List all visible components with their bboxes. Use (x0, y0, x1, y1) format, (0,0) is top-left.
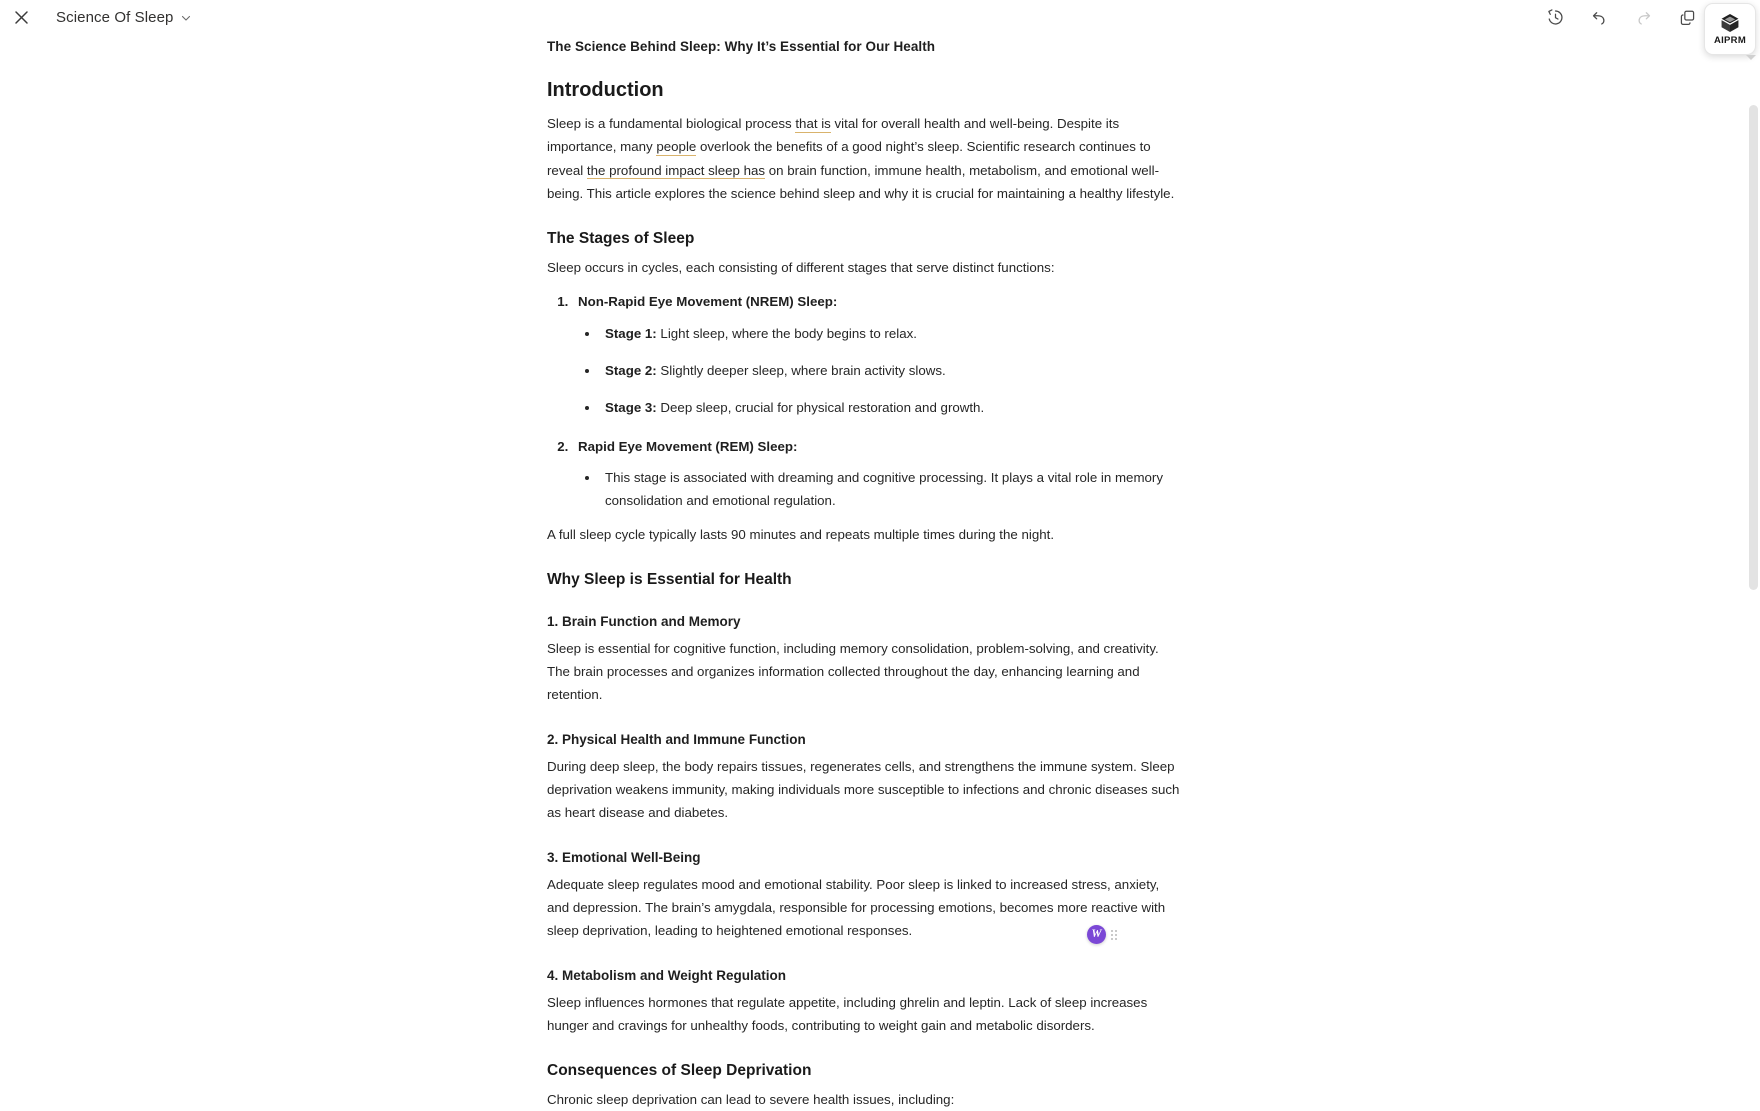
paragraph-emotional-wellbeing: Adequate sleep regulates mood and emotional stability. Poor sleep is linked to increased stress, anxiety, and depression. The brain’s amygdala, responsible for processing emotions, becomes more reactive with sleep deprivation, leading to heightened emotional responses. (547, 876, 1166, 939)
stage-text: Light sleep, where the body begins to relax. (656, 325, 917, 341)
paragraph-cycle-note: A full sleep cycle typically lasts 90 minutes and repeats multiple times during the night. (547, 526, 1055, 542)
undo-button[interactable] (1584, 3, 1614, 33)
stage-sublist (578, 322, 1185, 420)
copy-icon (1678, 8, 1697, 27)
paragraph-metabolism: Sleep influences hormones that regulate appetite, including ghrelin and leptin. Lack of sleep increases hunger and cravings for unhealthy foods, contributing to weight gain and metabolic disorders. (547, 994, 1148, 1033)
stage-text: Deep sleep, crucial for physical restoration and growth. (656, 400, 985, 416)
document-page[interactable] (547, 35, 1185, 1111)
intro-text-part1: Sleep is a fundamental biological process (547, 116, 796, 131)
aiprm-widget[interactable] (1704, 3, 1756, 55)
stage-label: Stage 3: (605, 400, 657, 416)
list-item (600, 466, 1185, 513)
list-item (600, 322, 1185, 345)
list-item (600, 359, 1185, 382)
stage-label: Stage 1: (605, 325, 657, 341)
duplicate-button[interactable] (1672, 3, 1702, 33)
intro-text-part4: on brain function, immune health, metabolism, and emotional well-being. This article explores the science behind sleep and why it is crucial for maintaining a healthy lifestyle. (547, 162, 1175, 201)
subsection-heading-2: 2. Physical Health and Immune Function (547, 731, 806, 747)
stage-text: Slightly deeper sleep, where brain activity slows. (656, 363, 946, 379)
intro-text-part3: overlook the benefits of a good night’s sleep. Scientific research continues to reveal (547, 139, 1151, 178)
grammar-flag-1[interactable]: that is (795, 116, 831, 131)
scrollbar-thumb[interactable] (1749, 105, 1758, 590)
paragraph-physical-health: During deep sleep, the body repairs tissues, regenerates cells, and strengthens the immune system. Sleep deprivation weakens immunity, making individuals more susceptible to infections and chronic diseases such as heart disease and diabetes. (547, 758, 1180, 821)
writing-assistant-badge (1087, 925, 1117, 944)
close-button[interactable] (4, 1, 38, 35)
subsection-heading-1: 1. Brain Function and Memory (547, 613, 741, 629)
grammar-flag-2[interactable]: people (656, 139, 697, 155)
list-item (572, 435, 1185, 513)
document-title: Science Of Sleep (56, 9, 174, 26)
paragraph-introduction (547, 112, 1185, 205)
drag-handle-icon[interactable] (1111, 930, 1117, 940)
vertical-scrollbar[interactable] (1746, 35, 1760, 991)
redo-icon (1634, 8, 1653, 27)
stage-label: Stage 2: (605, 363, 657, 379)
stage-sublist (578, 466, 1185, 513)
document-title-menu[interactable] (48, 5, 199, 30)
subsection-heading-3: 3. Emotional Well-Being (547, 849, 701, 865)
section-heading-consequences: Consequences of Sleep Deprivation (547, 1062, 812, 1080)
section-heading-stages: The Stages of Sleep (547, 230, 695, 248)
top-toolbar (0, 0, 1760, 46)
stages-list (547, 290, 1185, 512)
cube-icon (1719, 12, 1741, 34)
stage-group-title: Rapid Eye Movement (REM) Sleep: (578, 438, 798, 454)
writing-assistant-button[interactable] (1087, 925, 1106, 944)
document-heading: The Science Behind Sleep: Why It’s Essential for Our Health (547, 39, 936, 54)
version-history-button[interactable] (1540, 3, 1570, 33)
writing-assistant-icon: W (1091, 927, 1102, 940)
redo-button[interactable] (1628, 3, 1658, 33)
history-icon (1546, 8, 1565, 27)
aiprm-caret-icon (1746, 55, 1756, 60)
stage-text: This stage is associated with dreaming and cognitive processing. It plays a vital role in memory consolidation and emotional regulation. (605, 469, 1163, 509)
aiprm-label: AIPRM (1713, 35, 1747, 46)
subsection-heading-4: 4. Metabolism and Weight Regulation (547, 967, 787, 983)
chevron-down-icon (181, 13, 191, 23)
section-heading-essential: Why Sleep is Essential for Health (547, 570, 792, 588)
close-icon (15, 11, 28, 24)
paragraph-stages-intro: Sleep occurs in cycles, each consisting of different stages that serve distinct functions: (547, 260, 1055, 276)
paragraph-consequences-intro: Chronic sleep deprivation can lead to severe health issues, including: (547, 1092, 955, 1108)
paragraph-brain-function: Sleep is essential for cognitive function, including memory consolidation, problem-solving, and creativity. The brain processes and organizes information collected throughout the day, enhancing learning and retention. (547, 640, 1159, 703)
intro-text-part2: vital for overall health and well-being. Despite its importance, many (547, 116, 1120, 155)
stage-group-title: Non-Rapid Eye Movement (NREM) Sleep: (578, 294, 838, 310)
section-heading-introduction: Introduction (547, 79, 664, 101)
undo-icon (1590, 8, 1609, 27)
grammar-flag-3[interactable]: the profound impact sleep has (586, 162, 766, 178)
document-canvas[interactable] (0, 35, 1760, 1108)
list-item (572, 290, 1185, 419)
list-item (600, 396, 1185, 419)
